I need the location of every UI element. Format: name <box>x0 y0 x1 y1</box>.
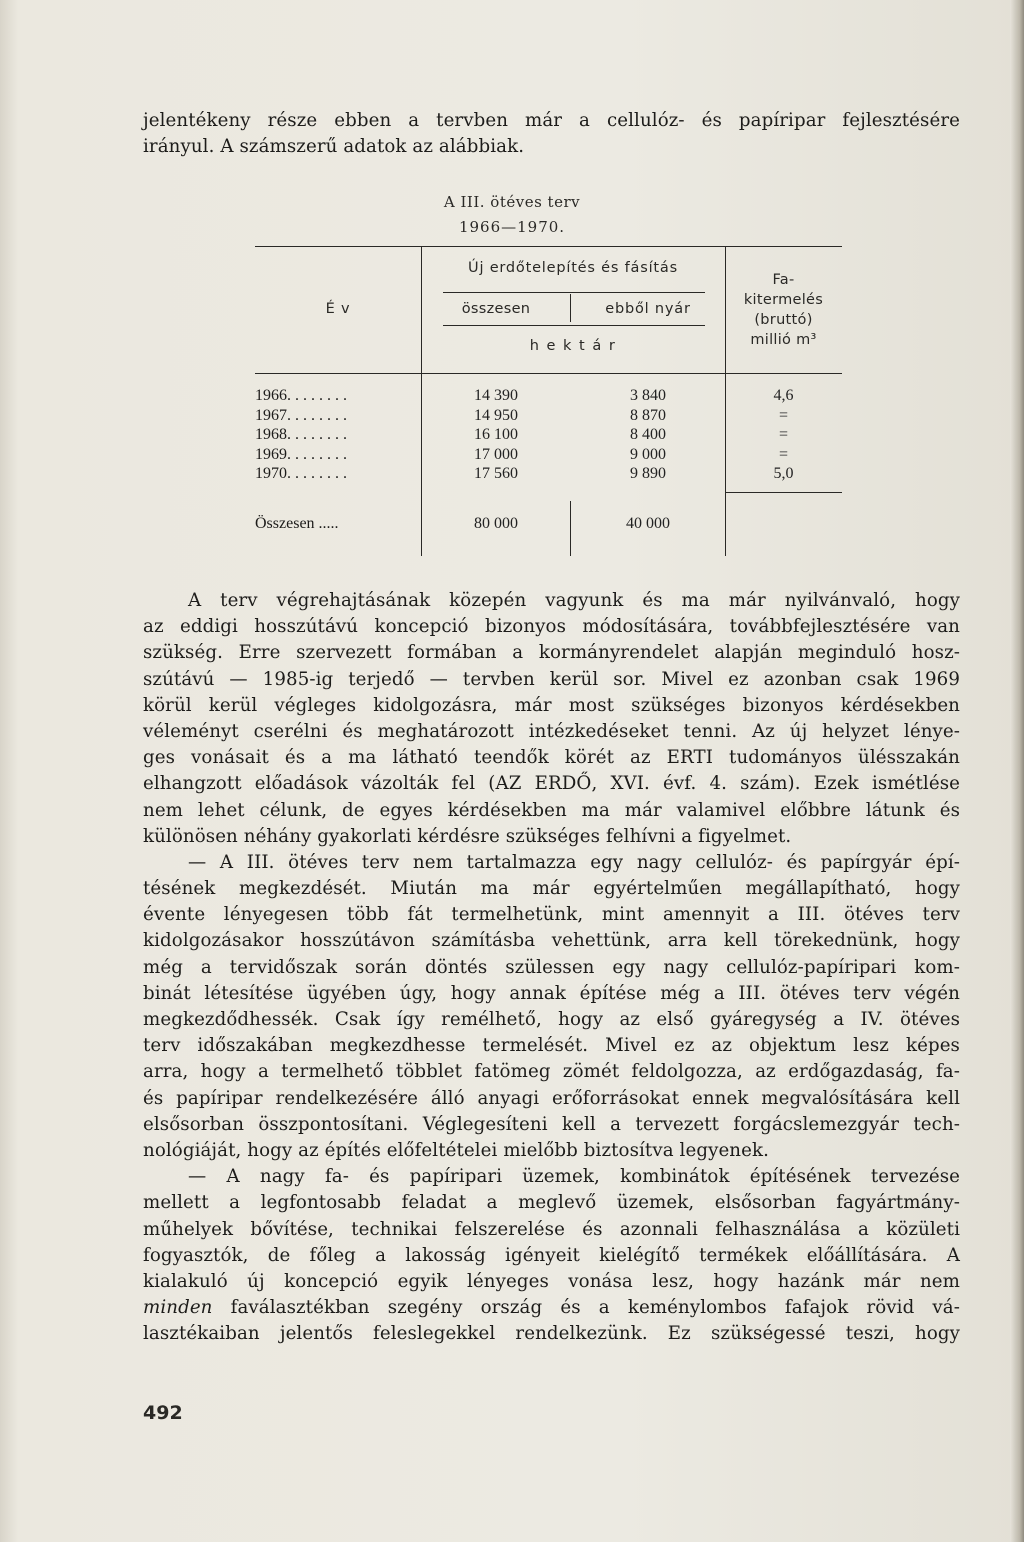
text-line: véleményt cserélni és meghatározott intézkedéseket tenni. Az új helyzet lénye- <box>143 720 960 742</box>
text-line: terv időszakában megkezdhesse termelését. Mivel ez az objektum lesz képes <box>143 1035 960 1057</box>
table-row-year: 1970. . . . . . . . <box>255 465 347 482</box>
table-title: A III. ötéves terv <box>443 193 581 211</box>
text-line: elsősorban összpontosítani. Véglegesíteni kell a tervezett forgácslemezgyár tech- <box>143 1113 960 1135</box>
text-line: évente lényegesen több fát termelhetünk, mint amennyit a III. ötéves terv <box>143 904 960 926</box>
text-line: lasztékaiban jelentős feleslegekkel rendelkezünk. Ez szükségessé teszi, hogy <box>143 1323 960 1345</box>
text-line: nem lehet célunk, de egyes kérdésekben ma már valamivel előbbre látunk és <box>143 799 960 821</box>
table-cell-total: 16 100 <box>474 426 518 443</box>
text-line: még a tervidőszak során döntés szülessen egy nagy cellulóz-papíripari kom- <box>143 956 960 978</box>
intro-paragraph <box>143 108 960 160</box>
text-line: arra, hogy a termelhető többlet fatömeg zömét feldolgozza, az erdőgazdaság, fa- <box>143 1061 960 1083</box>
header-timber-line: (bruttó) <box>754 312 813 328</box>
table-cell-poplar: 9 000 <box>630 445 666 463</box>
text-line: és papíripar rendelkezésére álló anyagi erőforrásokat ennek megvalósítására kell <box>143 1087 960 1109</box>
header-unit: h e k t á r <box>529 338 617 354</box>
text-line: megkezdődhessék. Csak így remélhető, hogy az első gyáregység a IV. ötéves <box>143 1009 960 1030</box>
text-line: szútávú — 1985-ig terjedő — tervben kerül sor. Mivel ez azonban csak 1969 <box>143 668 960 690</box>
table-cell-timber: = <box>778 445 789 463</box>
text-line: — A nagy fa- és papíripari üzemek, kombinátok építésének tervezése <box>188 1166 960 1188</box>
sum-total: 80 000 <box>474 515 518 532</box>
table-row-year: 1969. . . . . . . . <box>255 445 347 463</box>
text-line: tésének megkezdését. Miután ma már egyértelműen megállapítható, hogy <box>143 878 960 900</box>
text-line: — A III. ötéves terv nem tartalmazza egy nagy cellulóz- és papírgyár épí- <box>188 851 960 873</box>
text-line: elhangzott előadások vázolták fel (AZ ERDŐ, XVI. évf. 4. szám). Ezek ismétlése <box>143 773 960 795</box>
text-line: fogyasztók, de főleg a lakosság igényeit kielégítő termékek előállítására. A <box>143 1244 960 1266</box>
text-line: minden faválasztékban szegény ország és a keménylombos fafajok rövid vá- <box>143 1297 960 1319</box>
table-row-year: 1967. . . . . . . . <box>255 406 347 424</box>
table-cell-timber: = <box>778 426 789 443</box>
table-cell-total: 17 560 <box>474 465 518 482</box>
page-number: 492 <box>143 1402 183 1424</box>
table-cell-poplar: 8 400 <box>630 426 666 443</box>
text-line: szükség. Erre szervezett formában a kormányrendelet alapján meginduló hosz- <box>143 642 960 664</box>
text-line: mellett a legfontosabb feladat a meglevő üzemek, elsősorban fagyártmány- <box>143 1192 960 1214</box>
header-year: É v <box>325 301 351 317</box>
header-timber-line: Fa- <box>772 272 795 288</box>
table-cell-timber: 4,6 <box>773 387 794 404</box>
header-timber-line: millió m³ <box>750 332 817 348</box>
text-line: irányul. A számszerű adatok az alábbiak. <box>143 136 525 158</box>
table-period: 1966—1970. <box>458 218 566 236</box>
header-afforestation: Új erdőtelepítés és fásítás <box>468 260 678 276</box>
header-timber-line: kitermelés <box>743 292 824 308</box>
table-cell-timber: = <box>778 406 789 424</box>
text-line: műhelyek bővítése, technikai felszerelése és azonnali felhasználása a közületi <box>143 1218 960 1240</box>
text-line: jelentékeny része ebben a tervben már a cellulóz- és papíripar fejlesztésére <box>143 110 960 131</box>
table-cell-poplar: 9 890 <box>630 465 666 482</box>
text-line: az eddigi hosszútávú koncepció bizonyos módosítására, továbbfejlesztésére van <box>143 616 960 638</box>
table-cell-poplar: 3 840 <box>630 387 666 404</box>
text-line: kidolgozásakor hosszútávon számításba vehettünk, arra kell törekednünk, hogy <box>143 930 960 952</box>
table-cell-total: 14 390 <box>474 387 518 404</box>
text-line: körül kerül végleges kidolgozásra, már most szükséges bizonyos kérdésekben <box>143 694 960 716</box>
table-cell-poplar: 8 870 <box>630 406 666 424</box>
table-cell-total: 14 950 <box>474 406 518 424</box>
header-timber <box>725 270 842 350</box>
text-line: ges vonásait és a ma látható teendők körét az ERTI tudományos ülésszakán <box>143 747 960 769</box>
text-line: kialakuló új koncepció egyik lényeges vonása lesz, hogy hazánk már nem <box>143 1270 960 1292</box>
text-line: különösen néhány gyakorlati kérdésre szükséges felhívni a figyelmet. <box>143 825 792 847</box>
table-cell-timber: 5,0 <box>773 465 794 482</box>
header-total: összesen <box>461 301 531 317</box>
body-text <box>143 588 960 1347</box>
text-line: binát létesítése ügyében úgy, hogy annak építése még a III. ötéves terv végén <box>143 982 960 1004</box>
table-row-year: 1966. . . . . . . . <box>255 387 347 404</box>
table-row-year: 1968. . . . . . . . <box>255 426 347 443</box>
sum-label: Összesen ..... <box>255 515 339 532</box>
table-cell-total: 17 000 <box>474 445 518 463</box>
text-line: nológiáját, hogy az építés előfeltételei mielőbb biztosítva legyenek. <box>143 1139 769 1161</box>
header-poplar: ebből nyár <box>605 301 691 317</box>
data-table <box>255 246 842 556</box>
text-line: A terv végrehajtásának közepén vagyunk és ma már nyilvánvaló, hogy <box>188 590 960 611</box>
sum-poplar: 40 000 <box>626 515 670 532</box>
